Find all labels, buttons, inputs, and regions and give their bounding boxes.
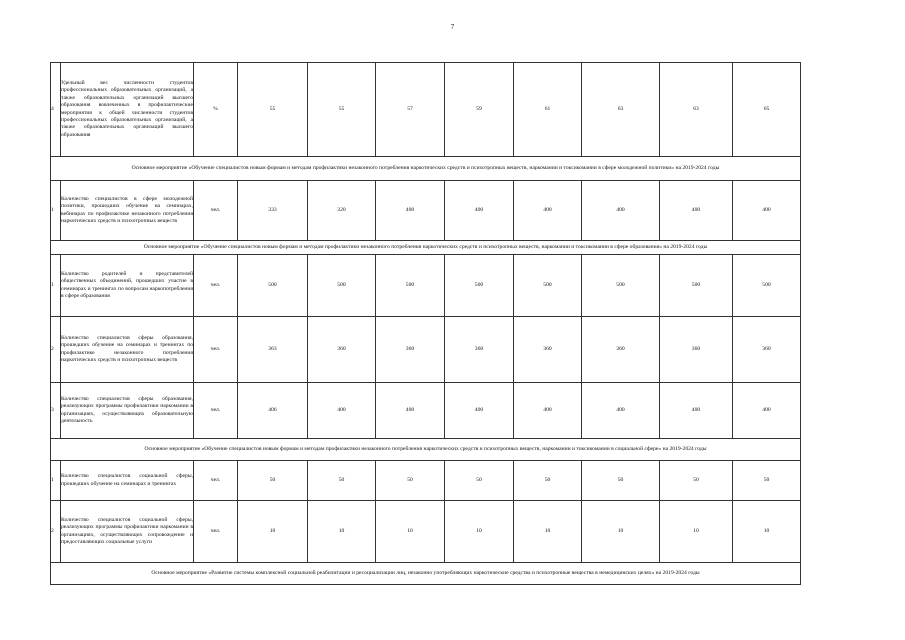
indicator-cell <box>61 461 194 501</box>
value-cell: 500 <box>660 255 733 317</box>
activity-title: Основное мероприятие «Обучение специалистов новым формам и методам профилактики незаконного потребления наркотических средств и психотропных веществ, наркомании и токсикомании в сфере молодежной политики» на 2019-2024 годы <box>51 157 801 181</box>
value-cell: 500 <box>238 255 308 317</box>
value-cell: 360 <box>445 317 514 383</box>
indicator-row <box>51 461 801 501</box>
value-cell: 360 <box>582 317 660 383</box>
value-cell: 10 <box>238 501 308 563</box>
unit-cell: % <box>194 63 238 157</box>
indicator-cell <box>61 317 194 383</box>
value-cell: 10 <box>514 501 582 563</box>
value-cell: 50 <box>582 461 660 501</box>
value-cell: 360 <box>308 317 376 383</box>
row-number: 1 <box>51 255 61 317</box>
unit-cell: чел. <box>194 317 238 383</box>
value-cell: 65 <box>733 63 801 157</box>
value-cell: 50 <box>733 461 801 501</box>
value-cell: 50 <box>308 461 376 501</box>
value-cell: 500 <box>445 255 514 317</box>
value-cell: 63 <box>582 63 660 157</box>
value-cell: 500 <box>582 255 660 317</box>
value-cell: 10 <box>733 501 801 563</box>
value-cell: 320 <box>308 181 376 241</box>
value-cell: 400 <box>514 383 582 439</box>
value-cell: 500 <box>514 255 582 317</box>
activity-header-row <box>51 157 801 181</box>
unit-cell: чел. <box>194 461 238 501</box>
value-cell: 59 <box>445 63 514 157</box>
indicator-name: Количество специалистов сферы образования, прошедших обучение на семинарах и тренингах по профилактике незаконного потребления наркотических средств и психотропных веществ <box>61 334 193 363</box>
activity-title: Основное мероприятие «Обучение специалистов новым формам и методам профилактики незаконного потребления наркотических средств и психотропных веществ, наркомании и токсикомании в социальной сфере» на 2019-2024 годы <box>51 439 801 461</box>
unit-cell: чел. <box>194 255 238 317</box>
value-cell: 400 <box>376 383 445 439</box>
row-number: 3 <box>51 383 61 439</box>
row-number: 1 <box>51 181 61 241</box>
value-cell: 61 <box>514 63 582 157</box>
indicator-row <box>51 383 801 439</box>
value-cell: 500 <box>308 255 376 317</box>
indicators-table <box>50 62 801 585</box>
value-cell: 360 <box>514 317 582 383</box>
value-cell: 50 <box>514 461 582 501</box>
value-cell: 55 <box>308 63 376 157</box>
value-cell: 400 <box>733 181 801 241</box>
value-cell: 400 <box>582 181 660 241</box>
unit-cell: чел. <box>194 181 238 241</box>
indicator-cell <box>61 255 194 317</box>
value-cell: 333 <box>238 181 308 241</box>
unit-cell: чел. <box>194 383 238 439</box>
value-cell: 406 <box>238 383 308 439</box>
activity-header-row <box>51 439 801 461</box>
value-cell: 400 <box>733 383 801 439</box>
indicator-cell <box>61 63 194 157</box>
value-cell: 363 <box>238 317 308 383</box>
indicator-name: Количество специалистов социальной сферы, прошедших обучение на семинарах и тренингах <box>61 473 193 487</box>
value-cell: 10 <box>582 501 660 563</box>
indicator-name: Удельный вес численности студентов профессиональных образовательных организаций, а также образовательных организаций высшего образования вовлеченных в профилактические мероприятия к общей численности студентов профессиональных образовательных организаций, а также образовательных организаций высшего образования <box>61 79 193 138</box>
row-number: 4 <box>51 63 61 157</box>
activity-header-row <box>51 241 801 255</box>
indicator-row <box>51 181 801 241</box>
indicator-cell <box>61 383 194 439</box>
indicator-row <box>51 255 801 317</box>
value-cell: 50 <box>238 461 308 501</box>
activity-title: Основное мероприятие «Развитие системы комплексной социальной реабилитации и ресоциализации лиц, незаконно употребляющих наркотические средства и психотропные вещества в немедицинских целях» на 2019-2024 годы <box>51 563 801 585</box>
value-cell: 10 <box>308 501 376 563</box>
value-cell: 400 <box>445 181 514 241</box>
indicator-name: Количество специалистов сферы образования, реализующих программы профилактики наркомании в организациях, осуществляющих образовательную деятельность <box>61 395 193 424</box>
row-number: 2 <box>51 317 61 383</box>
value-cell: 50 <box>376 461 445 501</box>
value-cell: 360 <box>376 317 445 383</box>
value-cell: 63 <box>660 63 733 157</box>
indicator-cell <box>61 501 194 563</box>
value-cell: 400 <box>376 181 445 241</box>
value-cell: 500 <box>376 255 445 317</box>
value-cell: 400 <box>514 181 582 241</box>
unit-cell: чел. <box>194 501 238 563</box>
value-cell: 400 <box>308 383 376 439</box>
value-cell: 400 <box>660 383 733 439</box>
indicator-row <box>51 63 801 157</box>
value-cell: 400 <box>582 383 660 439</box>
value-cell: 50 <box>445 461 514 501</box>
indicator-name: Количество специалистов в сфере молодежной политики, прошедших обучение на семинарах, вебинарах по профилактике незаконного потребления наркотических средств и психотропных веществ <box>61 195 193 224</box>
value-cell: 10 <box>445 501 514 563</box>
value-cell: 57 <box>376 63 445 157</box>
value-cell: 360 <box>660 317 733 383</box>
value-cell: 10 <box>660 501 733 563</box>
value-cell: 500 <box>733 255 801 317</box>
activity-title: Основное мероприятие «Обучение специалистов новым формам и методам профилактики незаконного потребления наркотических средств и психотропных веществ, наркомании и токсикомании в сфере образования» на 2019-2024 годы <box>51 241 801 255</box>
page-number: 7 <box>450 23 455 31</box>
activity-header-row <box>51 563 801 585</box>
value-cell: 400 <box>660 181 733 241</box>
value-cell: 50 <box>660 461 733 501</box>
value-cell: 55 <box>238 63 308 157</box>
row-number: 2 <box>51 501 61 563</box>
value-cell: 400 <box>445 383 514 439</box>
indicator-row <box>51 317 801 383</box>
indicator-name: Количество специалистов социальной сферы, реализующих программы профилактики наркомании в организациях, осуществляющих сопровождение и предоставляющих социальные услуги <box>61 516 193 545</box>
indicator-name: Количество родителей и представителей общественных объединений, прошедших участие в семинарах и тренингах по вопросам наркопотребления в сфере образования <box>61 270 193 299</box>
value-cell: 10 <box>376 501 445 563</box>
row-number: 1 <box>51 461 61 501</box>
indicator-row <box>51 501 801 563</box>
indicator-cell <box>61 181 194 241</box>
value-cell: 360 <box>733 317 801 383</box>
